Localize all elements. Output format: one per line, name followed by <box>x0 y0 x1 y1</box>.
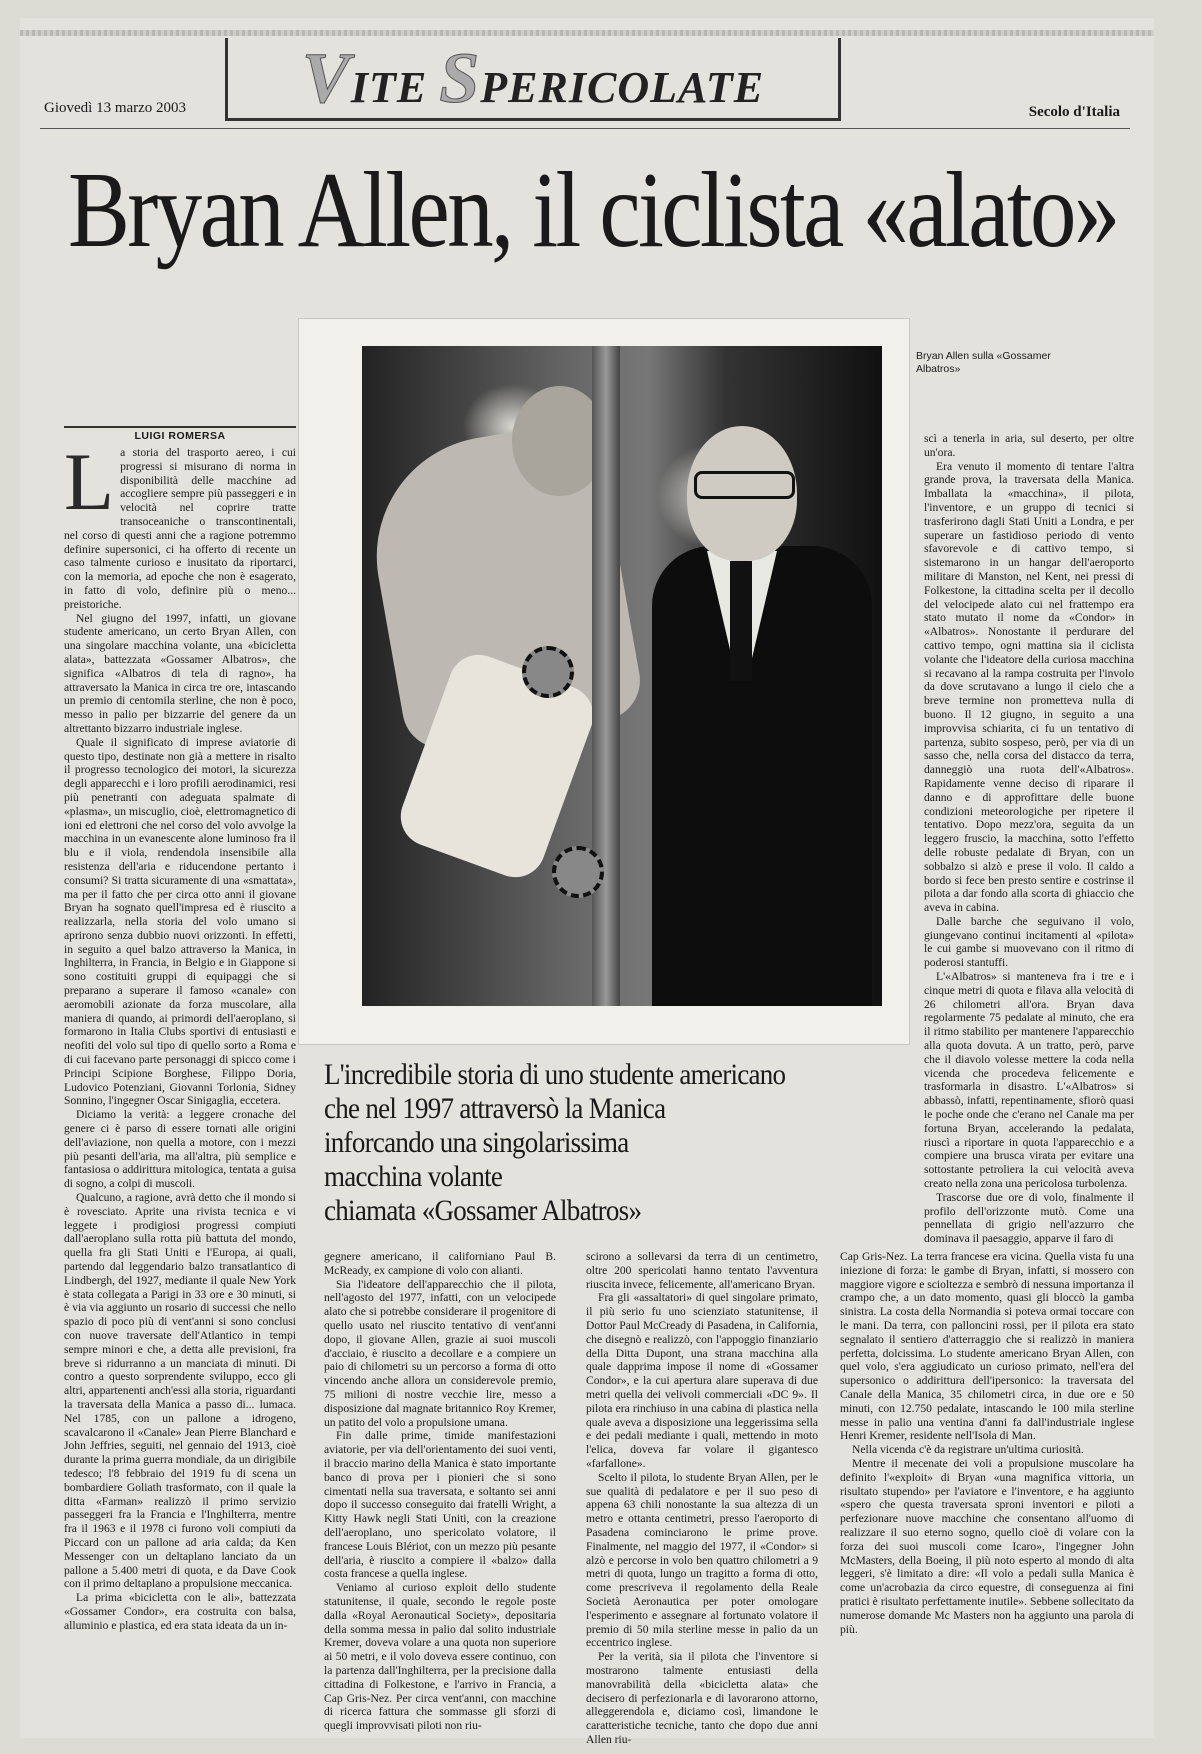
column-4 <box>924 432 1134 1246</box>
gear-icon <box>552 846 604 898</box>
subheadline-line: inforcando una singolarissima <box>324 1126 629 1159</box>
header-rule <box>40 128 1130 129</box>
column-3 <box>586 1250 818 1746</box>
subheadline-line: L'incredibile storia di uno studente americano <box>324 1058 786 1091</box>
paragraph: Nella vicenda c'è da registrare un'ultima curiosità. <box>852 1443 1084 1457</box>
tie <box>730 561 752 681</box>
paragraph: L'«Albatros» si manteneva fra i tre e i cinque metri di quota e filava alla velocità di 26 chilometri all'ora. Bryan dava regolarmente 75 pedalate al minuto, che era il ritmo stabilito per mantenere l'apparecchio alla quota dovuta. A un tratto, però, parve che il diavolo volesse mettere la coda nella vicenda che procedeva felicemente e trasformarla in disastro. L'«Albatros» si abbassò, infatti, repentinamente, sfiorò quasi le poche onde che c'erano nel Canale ma per fortuna Bryan, accelerando la pedalata, riuscì a riportare in quota l'apparecchio e a compiere una brusca virata per evitare una sottostante petroliera la cui velocità aveva creato nella zona una pericolosa turbolenza. <box>924 970 1134 1191</box>
subheadline <box>324 1058 855 1228</box>
subheadline-line: macchina volante <box>324 1160 503 1193</box>
paragraph: Per la verità, sia il pilota che l'inventore si mostrarono talmente entusiasti della manovrabilità della «bicicletta alata» che decisero di perfezionarla e di lavorarono attorno, alleggerendola e, diciamo così, limandone le caratteristiche tecniche, tanto che dopo due anni Allen riu- <box>586 1650 818 1746</box>
paragraph: gegnere americano, il californiano Paul B. McReady, ex campione di volo con alianti. <box>324 1250 556 1277</box>
paragraph: Fra gli «assaltatori» di quel singolare primato, il più serio fu uno scienziato statunitense, il Dottor Paul McCready di Pasadena, in California, che disegnò e realizzò, con l'appoggio finanziario della Ditta Dupont, una strana macchina alla quale dapprima impose il nome di «Gossamer Condor», e la cui apertura alare superava di due metri quella dei velivoli commerciali «DC 9». Il pilota era rinchiuso in una cabina di plastica nella quale aveva a disposizione una leggerissima sella e dei pedali mediante i quali, mettendo in moto l'elica, doveva far volare il gigantesco «farfallone». <box>586 1291 818 1470</box>
bicycle-frame <box>592 346 620 1006</box>
paragraph: scirono a sollevarsi da terra di un centimetro, oltre 200 spericolati hanno tentato l'avventura riuscita invece, felicemente, all'americano Bryan. <box>586 1250 818 1291</box>
paragraph: Qualcuno, a ragione, avrà detto che il mondo si è rovesciato. Aprite una rivista tecnica e vi leggete i prodigiosi progressi compiuti dall'aeroplano sulla rotta più battuta del mondo, quella fra gli Stati Uniti e l'Europa, ai quali, partendo dal leggendario balzo transatlantico di Lindbergh, del 1927, mediante il quale New York è stata collegata a Parigi in 33 ore e 30 minuti, si è via via aggiunto un rosario di successi che nello spazio di poco più di vent'anni si sono conclusi con nuove traversate dell'Atlantico in tempi sempre minori e che, a detta alle previsioni, fra breve si ridurranno a un manciata di minuti. Di contro a questo sorprendente sviluppo, ecco gli altri, appartenenti anch'essi alla storia, riguardanti la traversata della Manica a passo di... lumaca. Nel 1785, con un pallone a idrogeno, scavalcarono il «Canale» Jean Pierre Blanchard e John Jeffries, seguiti, nel gennaio del 1913, cioè durante la prima guerra mondiale, da un dirigibile tedesco; l'8 febbraio del 1919 fu di scena un bombardiere Goliath trasformato, con il quale la ditta «Farman» realizzò il primo servizio passeggeri fra la Francia e l'Inghilterra, mentre fra il 1963 e il 1978 ci furono voli compiuti da Piccard con un pallone ad aria calda; da Ken Messenger con un deltaplano lanciato da un pallone a 5.400 metri di quota, e da Dave Cook con il primo deltaplano a propulsione meccanica. <box>64 1191 296 1591</box>
column-5 <box>840 1250 1134 1736</box>
paragraph: Scelto il pilota, lo studente Bryan Allen, per le sue qualità di pedalatore e per il suo peso di appena 63 chili nonostante la sua altezza di un metro e ottanta centimetri, presso l'aeroporto di Pasadena cominciarono le prime prove. Finalmente, nel maggio del 1977, il «Condor» si alzò e percorse in volo ben quattro chilometri a 9 metri di quota, lungo un tragitto a forma di otto, come prescriveva il regolamento della Reale Società Aeronautica per poter omologare l'esperimento e assegnare al fortunato volatore il premio di 50 mila sterline messe in palio da un eccentrico inglese. <box>586 1470 818 1650</box>
drop-cap: L <box>64 436 115 527</box>
subheadline-line: che nel 1997 attraversò la Manica <box>324 1092 666 1125</box>
glasses <box>694 471 795 499</box>
top-border <box>20 30 1154 36</box>
column-2 <box>324 1250 556 1736</box>
paragraph: Cap Gris-Nez. La terra francese era vicina. Quella vista fu una iniezione di forza: le gambe di Bryan, infatti, si mossero con maggiore vigore e scioltezza e sembrò di nessuna importanza il crampo che, a un dato momento, quasi gli bloccò la gamba sinistra. La costa della Normandia si poteva ormai toccare con le mani. Da terra, con palloncini rossi, per il pilota era stato segnalato il sentiero d'atterraggio che si realizzò in maniera perfetta, dolcissima. Lo studente americano Bryan Allen, con quel volo, s'era aggiudicato un curioso primato, nell'era del supersonico o addirittura dell'ipersonico: la traversata del Canale della Manica, 35 chilometri circa, in due ore e 50 minuti, con 12.750 pedalate, intascando le 100 mila sterline messe in palio una ventina d'anni fa dall'industriale inglese Henri Kremer, residente nell'Isola di Man. <box>840 1250 1134 1443</box>
paragraph: Trascorse due ore di volo, finalmente il profilo dell'orizzonte mutò. Come una pennellata di grigio nell'azzurro che dominava il paesaggio, apparve il faro di <box>924 1190 1134 1246</box>
newspaper-name: Secolo d'Italia <box>1028 104 1120 120</box>
paragraph: Veniamo al curioso exploit dello studente statunitense, il quale, secondo le regole poste dalla «Royal Aeronautical Society», depositaria della somma messa in palio dal solito industriale Kremer, doveva volare a una quota non superiore ai 50 metri, e il volo doveva essere continuo, con la partenza dall'Inghilterra, per la precisione dalla cittadina di Folkestone, e l'arrivo in Francia, a Cap Gris-Nez. Per circa vent'anni, con macchine di ricerca fattura che sommasse gli sforzi di quegli improvvisati piloti non riu- <box>324 1581 556 1733</box>
paragraph: Sia l'ideatore dell'apparecchio che il pilota, nell'agosto del 1977, infatti, con un velocipede alato che si potrebbe considerare il progenitore di quello usato nel riuscito tentativo di vent'anni dopo, il giovane Allen, grazie ai suoi muscoli d'acciaio, è riuscito a decollare e a compiere un paio di chilometri su un percorso a forma di otto vincendo anche allora un considerevole premio, 75 milioni di nostre vecchie lire, messo a disposizione dal magnate britannico Roy Kremer, un patito del volo a propulsione umana. <box>324 1277 556 1429</box>
paragraph: La storia del trasporto aereo, i cui progressi si misurano di norma in disponibilità delle macchine ad accogliere sempre più passeggeri e in velocità nel coprire tratte transoceaniche o transcontinentali, nel corso di questi anni che a ragione potremmo definire supersonici, ci ha offerto di recente un caso talmente curioso e inusitato da riportarci, con la memoria, ad epoche che non è esagerato, in fatto di volo, definire più o meno... preistoriche. <box>64 436 296 611</box>
headline: Bryan Allen, il ciclista «alato» <box>68 151 1118 270</box>
subheadline-line: chiamata «Gossamer Albatros» <box>324 1194 642 1227</box>
section-masthead <box>225 38 841 121</box>
paragraph: scì a tenerla in aria, sul deserto, per oltre un'ora. <box>924 432 1134 459</box>
gear-icon <box>522 646 574 698</box>
byline-rule <box>64 426 296 428</box>
photo-caption: Bryan Allen sulla «Gossamer Albatros» <box>916 350 1051 375</box>
section-title: VITE SPERICOLATE <box>301 37 765 118</box>
issue-date: Giovedì 13 marzo 2003 <box>44 100 187 116</box>
paragraph: Quale il significato di imprese aviatorie di questo tipo, destinate non già a mettere in risalto il progresso tecnologico dei motori, la sicurezza degli apparecchi e i loro profili aerodinamici, resi più penetranti con adeguata spalmate di «plasma», un miscuglio, cioè, elettromagnetico di ioni ed elettroni che nel corso del volo avvolge la macchina in un evanescente alone luminoso fra il blu e il viola, rendendola insensibile alla resistenza dell'aria e riducendone pertanto i consumi? Si tratta sicuramente di una «smattata», ma per il fatto che per circa otto anni il giovane Bryan ha sognato quell'impresa ed è riuscito a realizzarla, nella storia del volo umano si aprirono senza dubbio nuovi orizzonti. In effetti, in seguito a quel balzo attraverso la Manica, in Inghilterra, in Francia, in Belgio e in Giappone si sono costituiti gruppi di equipaggi che si preparano a superare il famoso «canale» con aeromobili azionate da forza muscolare, alla maniera di quando, ai primordi dell'aeroplano, si formarono in Italia Clubs sportivi di entusiasti e neofiti del volo sul tipo di quello sorto a Roma e di cui facevano parte personaggi di spicco come i Principi Scipione Borghese, Filippo Doria, Ludovico Potenziani, Giovanni Torlonia, Sidney Sonnino, l'ingegner Oscar Sinigaglia, eccetera. <box>64 735 296 1108</box>
paragraph: Nel giugno del 1997, infatti, un giovane studente americano, un certo Bryan Allen, con una singolare macchina volante, una «bicicletta alata», battezzata «Gossamer Albatros», che significa «Albatros di tela di ragno», ha attraversato la Manica in circa tre ore, intascando un premio di centomila sterline, che non è poco, messo in palio per bizzarrie del genere da un altrettanto bizzarro industriale inglese. <box>64 611 296 735</box>
paragraph: Era venuto il momento di tentare l'altra grande prova, la traversata della Manica. Imballata la «macchina», il pilota, l'inventore, e un gruppo di tecnici si trasferirono dagli Stati Uniti a Londra, e per superare un fastidioso periodo di vento sfavorevole e di cattivo tempo, si sistemarono in un hangar dell'aeroporto militare di Manston, nel Kent, nei pressi di Folkestone, la cittadina scelta per il decollo del velocipede alato cui nel frattempo era stato mutato il nome da «Condor» in «Albatros». Nonostante il perdurare del cattivo tempo, ogni mattina sia il ciclista volante che l'ideatore della curiosa macchina si recavano al la rampa costruita per l'involo da dove scrutavano a lungo il cielo che a breve termine non prometteva nulla di buono. Il 12 giugno, in seguito a una improvvisa schiarita, ci fu un tentativo di partenza, subito sospeso, però, per via di un sasso che, nella corsa del distacco da terra, danneggiò una ruota dell'«Albatros». Rapidamente venne deciso di riparare il danno e di approfittare delle buone condizioni meteorologiche per ripetere il tentativo. Dopo mezz'ora, seguita da un leggero fruscio, la macchina, sotto l'effetto delle robuste pedalate di Bryan, con un sobbalzo si alzò e prese il volo. Il caldo a bordo si fece ben presto sentire e costrinse il pilota a dar fondo alla scorta di ghiaccio che aveva in cabina. <box>924 459 1134 915</box>
paragraph: Fin dalle prime, timide manifestazioni aviatorie, per via dell'orientamento dei suoi venti, il braccio marino della Manica è stato importante banco di prova per i pionieri che si sono cimentati nella sua traversata, e soltanto sei anni dopo il successo conseguito dai fratelli Wright, a Kitty Hawk negli Stati Uniti, con la creazione dell'aeroplano, uno spericolato volatore, il francese Louis Blériot, con un mezzo più pesante dell'aria, è riuscito a compiere il «balzo» dalla costa francese a quella inglese. <box>324 1429 556 1581</box>
paragraph: La prima «bicicletta con le ali», battezzata «Gossamer Condor», era costruita con balsa, alluminio e plastica, ed era stata ideata da un in- <box>64 1591 296 1632</box>
paragraph: Mentre il mecenate dei voli a propulsione muscolare ha definito l'«exploit» di Bryan «una magnifica vittoria, un risultato stupendo» per l'aviatore e l'inventore, e ha aggiunto «spero che questa traversata sproni inventori e piloti a perfezionare nuove macchine che consentano all'uomo di realizzare il suo eterno sogno, quello cioè di volare con la forza dei suoi muscoli come Icaro», l'ingegner John McMasters, della Boeing, il più noto esperto al mondo di alta leggeri, s'è limitato a dire: «Il volo a pedali sulla Manica è come un'acrobazia da circo equestre, di conseguenza ai fini pratici è risultato perfettamente inutile». Sebbene sollecitato da numerose domande Mc Masters non ha aggiunto una parola di più. <box>840 1456 1134 1636</box>
paragraph: Dalle barche che seguivano il volo, giungevano continui incitamenti al «pilota» le cui gambe si muovevano con il ritmo di poderosi stantuffi. <box>924 914 1134 970</box>
byline: LUIGI ROMERSA <box>134 430 226 442</box>
paragraph: Diciamo la verità: a leggere cronache del genere ci è parso di essere tornati alle origini dell'aviazione, non quella a motore, con i mezzi più pesanti dell'aria, ma all'altra, più semplice e fantasiosa o addirittura mitologica, tentata a guisa di sogno, a colpi di muscoli. <box>64 1108 296 1191</box>
article-photo <box>362 346 882 1006</box>
newspaper-page <box>20 18 1154 1746</box>
